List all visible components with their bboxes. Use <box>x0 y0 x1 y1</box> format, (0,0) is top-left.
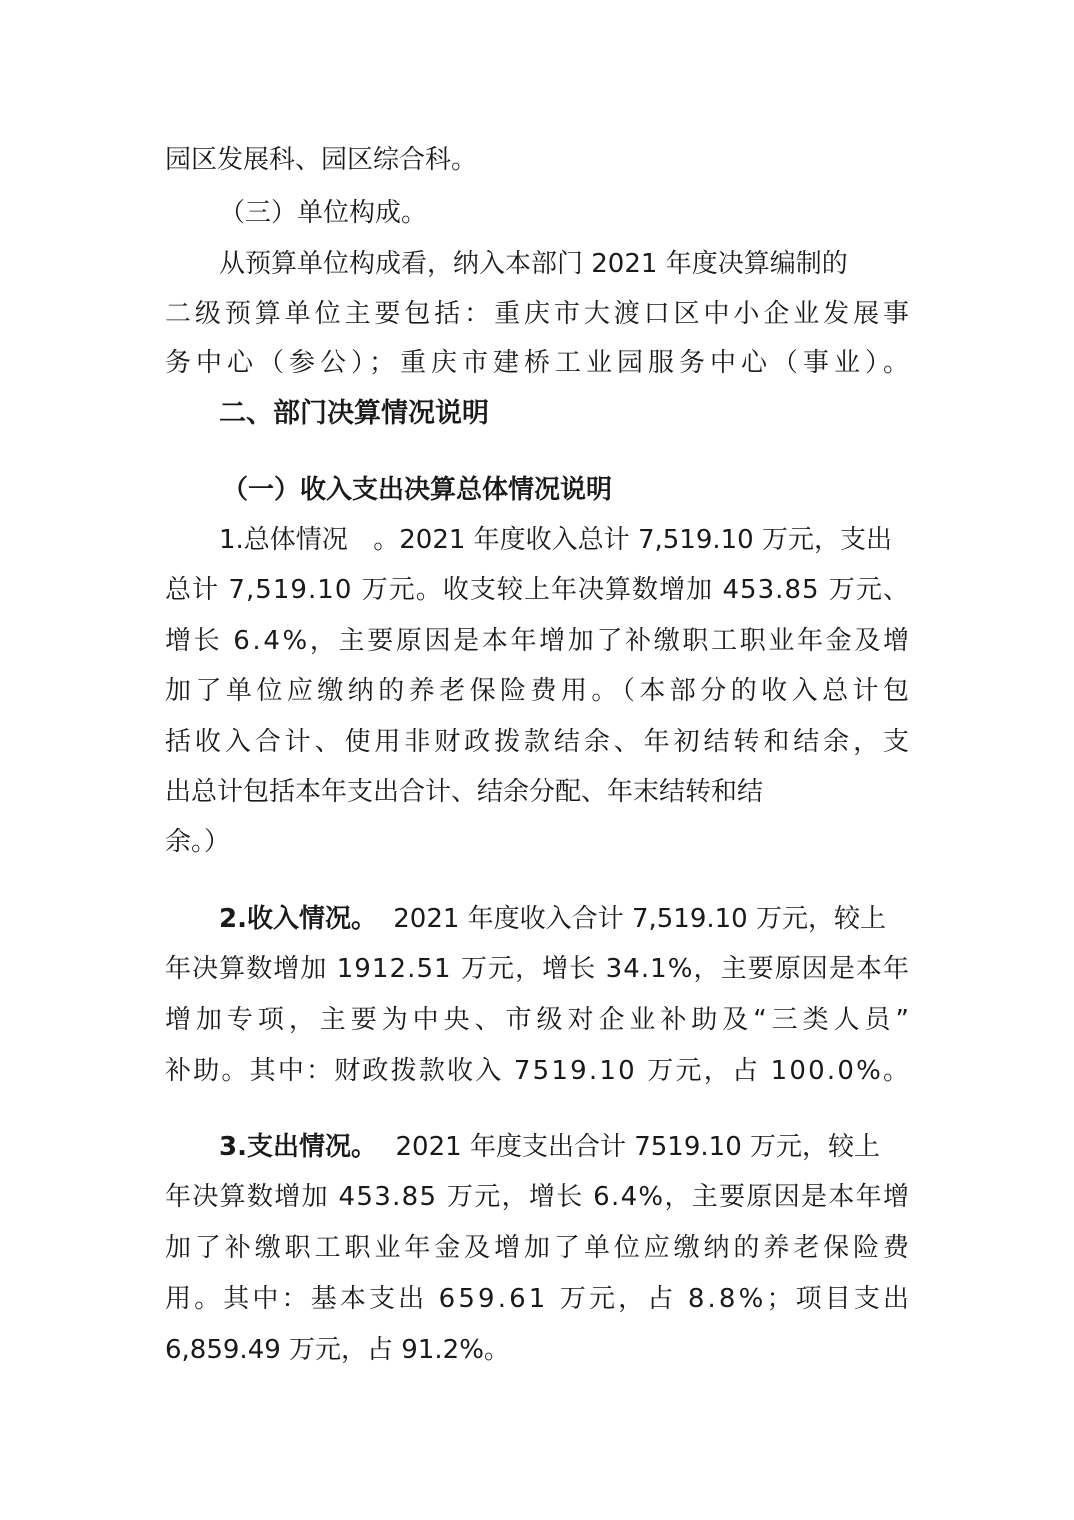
paragraph-label: 1.总体情况 <box>219 525 348 555</box>
text-line <box>0 945 1074 993</box>
line-text: 二、部门决算情况说明 <box>219 398 489 429</box>
line-text: 2021 年度收入合计 7,519.10 万元，较上 <box>393 904 886 934</box>
line-text: 加了补缴职工职业年金及增加了单位应缴纳的养老保险费 <box>165 1233 913 1263</box>
subsection-heading <box>0 189 1074 237</box>
section-heading <box>0 390 1074 438</box>
text-line <box>0 996 1074 1044</box>
text-line <box>0 1173 1074 1221</box>
line-text: 年决算数增加 453.85 万元，增长 6.4%，主要原因是本年增 <box>165 1182 911 1212</box>
text-line <box>0 290 1074 338</box>
subsection-heading <box>0 466 1074 514</box>
line-text: 6,859.49 万元，占 91.2%。 <box>165 1335 510 1365</box>
line-text: 总计 7,519.10 万元。收支较上年决算数增加 453.85 万元、 <box>165 575 911 605</box>
text-line <box>0 768 1074 816</box>
line-text: 出总计包括本年支出合计、结余分配、年末结转和结 <box>165 777 764 807</box>
text-line <box>0 617 1074 665</box>
line-text: 增长 6.4%，主要原因是本年增加了补缴职工职业年金及增 <box>165 626 912 656</box>
text-line <box>0 718 1074 766</box>
paragraph-label: 2.收入情况。 <box>219 904 377 934</box>
paragraph-label: 3.支出情况。 <box>219 1132 377 1162</box>
line-text: 二级预算单位主要包括：重庆市大渡口区中小企业发展事 <box>165 299 913 329</box>
line-text: （一）收入支出决算总体情况说明 <box>222 475 613 505</box>
line-text: 园区发展科、园区综合科。 <box>165 145 478 175</box>
text-line <box>0 1275 1074 1323</box>
line-text: 。2021 年度收入总计 7,519.10 万元，支出 <box>373 525 892 555</box>
line-text: 务中心（参公）；重庆市建桥工业园服务中心（事业）。 <box>165 348 914 378</box>
text-line <box>0 1326 1074 1374</box>
line-text: 增加专项，主要为中央、市级对企业补助及“三类人员” <box>165 1005 914 1035</box>
text-line <box>0 240 1074 288</box>
line-text: 加了单位应缴纳的养老保险费用。（本部分的收入总计包 <box>165 676 914 706</box>
line-text: 补助。其中：财政拨款收入 7519.10 万元，占 100.0%。 <box>165 1056 912 1086</box>
text-line <box>0 566 1074 614</box>
line-text: 2021 年度支出合计 7519.10 万元，较上 <box>395 1132 880 1162</box>
line-text: 余。） <box>165 827 231 857</box>
paragraph-first-line <box>0 895 1074 943</box>
text-line <box>0 339 1074 387</box>
line-text: 年决算数增加 1912.51 万元，增长 34.1%，主要原因是本年 <box>165 954 911 984</box>
line-text: （三）单位构成。 <box>219 198 428 228</box>
line-text: 从预算单位构成看，纳入本部门 2021 年度决算编制的 <box>219 249 848 279</box>
line-text: 括收入合计、使用非财政拨款结余、年初结转和结余，支 <box>165 727 913 757</box>
paragraph-first-line <box>0 1123 1074 1171</box>
text-line <box>0 136 1074 184</box>
text-line <box>0 1224 1074 1272</box>
text-line <box>0 1047 1074 1095</box>
text-line <box>0 818 1074 866</box>
paragraph-first-line <box>0 516 1074 564</box>
line-text: 用。其中：基本支出 659.61 万元，占 8.8%；项目支出 <box>165 1284 913 1314</box>
text-line <box>0 667 1074 715</box>
